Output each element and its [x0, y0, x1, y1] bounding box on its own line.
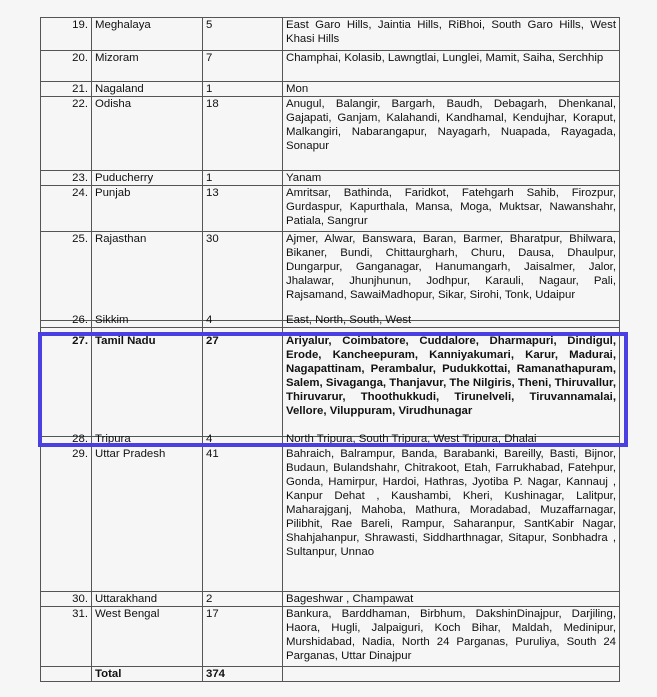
row-number: 20.: [41, 51, 92, 82]
district-list: Mon: [283, 82, 620, 97]
district-list: Ariyalur, Coimbatore, Cuddalore, Dharmapuri, Dindigul, Erode, Kancheepuram, Kanniyakumari, Karur, Madurai, Nagapattinam, Perambalur, Pudukkottai, Ramanathapuram, Salem, Sivaganga, Thanjavur, The Nilgiris, Theni, Thiruvallur, Thiruvarur, Thoothukkudi, Tirunelveli, Tiruvannamalai, Vellore, Viluppuram, Virudhunagar: [283, 328, 620, 437]
row-number: 23.: [41, 171, 92, 186]
state-name: Meghalaya: [92, 18, 203, 51]
state-name: [92, 433, 203, 447]
district-list: Ajmer, Alwar, Banswara, Baran, Barmer, Bharatpur, Bhilwara, Bikaner, Bundi, Chittaurgharh, Churu, Dausa, Dhaulpur, Dungarpur, Ganganagar, Hanumangarh, Jaisalmer, Jalor, Jhalawar, Jhunjhunun, Jodhpur, Karauli, Nagaur, Pali, Rajsamand, SawaiMadhopur, Sikar, Sirohi, Tonk, Udaipur: [283, 232, 620, 321]
row-number: 29.: [41, 447, 92, 592]
state-name: Uttarakhand: [92, 592, 203, 607]
total-label: Total: [92, 667, 203, 682]
district-list: Bankura, Barddhaman, Birbhum, DakshinDinajpur, Darjiling, Haora, Hugli, Jalpaiguri, Koch Bihar, Maldah, Medinipur, Murshidabad, Nadia, North 24 Parganas, Puruliya, South 24 Parganas, Uttar Dinajpur: [283, 607, 620, 667]
district-count-text: 4: [206, 314, 213, 326]
total-row: [41, 667, 620, 682]
total-blank: [41, 667, 92, 682]
table-row: [41, 328, 620, 437]
total-count: 374: [203, 667, 283, 682]
table-row: [41, 447, 620, 592]
state-name: Punjab: [92, 186, 203, 232]
row-number: [41, 314, 92, 328]
district-list: Anugul, Balangir, Bargarh, Baudh, Debagarh, Dhenkanal, Gajapati, Ganjam, Kalahandi, Kandhamal, Kendujhar, Koraput, Malkangiri, Nabarangapur, Nayagarh, Nuapada, Rayagada, Sonapur: [283, 97, 620, 171]
row-number: 24.: [41, 186, 92, 232]
state-name-text: Sikkim: [95, 314, 129, 326]
district-count: 18: [203, 97, 283, 171]
state-name: [92, 314, 203, 328]
district-list: Champhai, Kolasib, Lawngtlai, Lunglei, Mamit, Saiha, Serchhip: [283, 51, 620, 82]
district-count: 7: [203, 51, 283, 82]
state-name: Nagaland: [92, 82, 203, 97]
district-count: [203, 314, 283, 328]
state-name: Odisha: [92, 97, 203, 171]
table-row: [41, 437, 620, 447]
district-count: 13: [203, 186, 283, 232]
district-count: 17: [203, 607, 283, 667]
district-list: Amritsar, Bathinda, Faridkot, Fatehgarh Sahib, Firozpur, Gurdaspur, Kapurthala, Mansa, Moga, Muktsar, Nawanshahr, Patiala, Sangrur: [283, 186, 620, 232]
district-list: East Garo Hills, Jaintia Hills, RiBhoi, South Garo Hills, West Khasi Hills: [283, 18, 620, 51]
row-number: 21.: [41, 82, 92, 97]
row-number-text: 28.: [72, 433, 88, 445]
row-number: 19.: [41, 18, 92, 51]
district-count: 2: [203, 592, 283, 607]
district-count: 41: [203, 447, 283, 592]
table-row: [41, 592, 620, 607]
district-count: 27: [203, 328, 283, 437]
table-row: [41, 171, 620, 186]
state-name: Uttar Pradesh: [92, 447, 203, 592]
state-name-text: Tripura: [95, 433, 131, 445]
table-row: [41, 232, 620, 321]
row-number: 27.: [41, 328, 92, 437]
district-list: [283, 314, 620, 328]
district-count: [203, 433, 283, 447]
state-name: Mizoram: [92, 51, 203, 82]
district-count: 5: [203, 18, 283, 51]
district-count-text: 4: [206, 433, 213, 445]
state-name: Puducherry: [92, 171, 203, 186]
district-count: 1: [203, 171, 283, 186]
table-row: [41, 51, 620, 82]
district-list: Yanam: [283, 171, 620, 186]
table-row: [41, 321, 620, 328]
table-row: [41, 82, 620, 97]
row-number: [41, 433, 92, 447]
table-row: [41, 186, 620, 232]
districts-table: [40, 17, 620, 682]
row-number: 30.: [41, 592, 92, 607]
district-list: Bahraich, Balrampur, Banda, Barabanki, Bareilly, Basti, Bijnor, Budaun, Bulandshahr, Chitrakoot, Etah, Farrukhabad, Fatehpur, Gonda, Hamirpur, Hardoi, Hathras, Jyotiba P. Nagar, Kannauj , Kanpur Dehat , Kaushambi, Kheri, Kushinagar, Lalitpur, Maharajganj, Mahoba, Mathura, Moradabad, Muzaffarnagar, Pilibhit, Rae Bareli, Rampur, Saharanpur, SantKabir Nagar, Shahjahanpur, Shrawasti, Siddharthnagar, Sitapur, Sonbhadra , Sultanpur, Unnao: [283, 447, 620, 592]
district-count: 30: [203, 232, 283, 321]
district-list: Bageshwar , Champawat: [283, 592, 620, 607]
total-blank-districts: [283, 667, 620, 682]
state-name: Tamil Nadu: [92, 328, 203, 437]
table-row: [41, 97, 620, 171]
district-count: 1: [203, 82, 283, 97]
row-number-text: 26.: [72, 314, 88, 326]
district-list-text: North Tripura, South Tripura, West Tripura, Dhalai: [286, 433, 537, 445]
district-list: [283, 433, 620, 447]
row-number: 25.: [41, 232, 92, 321]
state-name: Rajasthan: [92, 232, 203, 321]
table-row: [41, 18, 620, 51]
state-name: West Bengal: [92, 607, 203, 667]
row-number: 22.: [41, 97, 92, 171]
table-row: [41, 607, 620, 667]
district-list-text: East, North, South, West: [286, 314, 412, 326]
row-number: 31.: [41, 607, 92, 667]
